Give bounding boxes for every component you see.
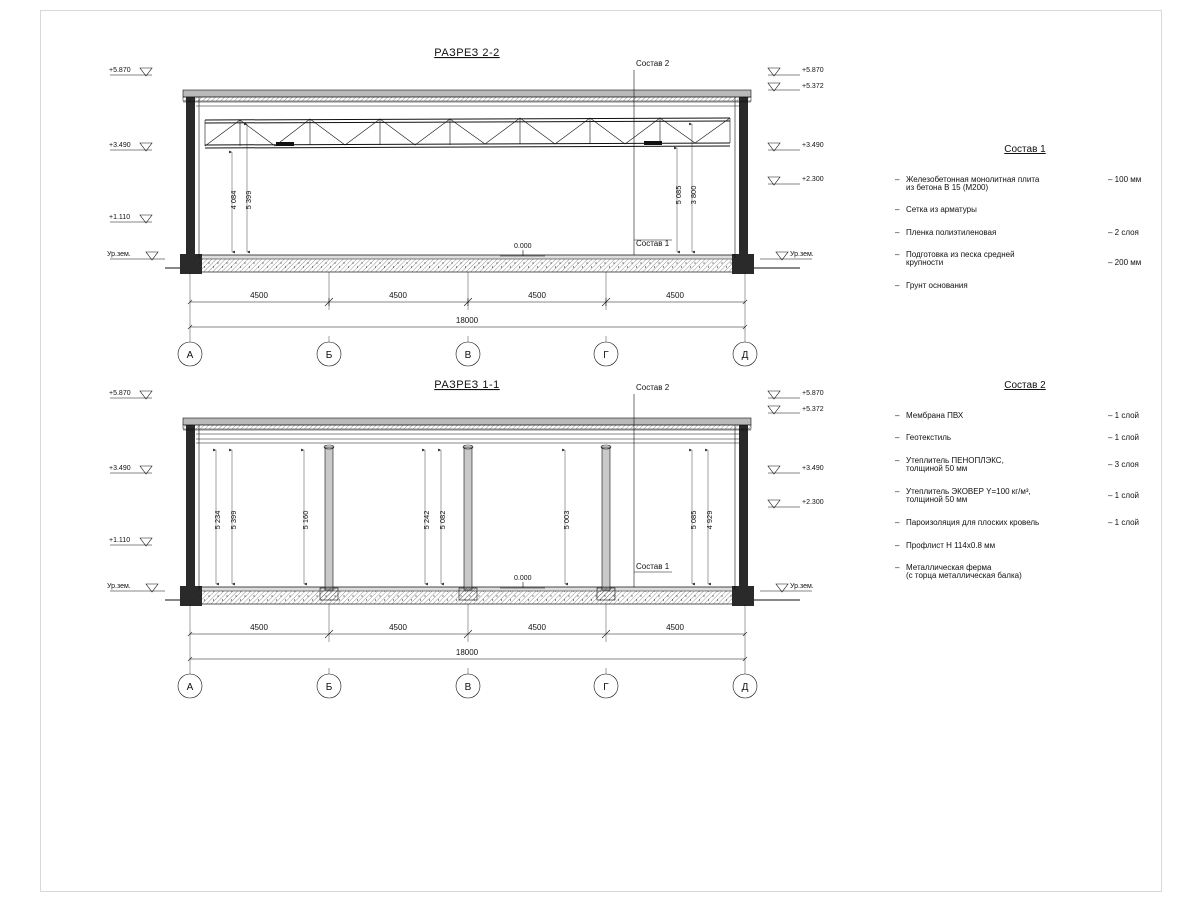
- spec-row-value: – 1 слой: [1108, 518, 1140, 527]
- section-title: РАЗРЕЗ 1-1: [434, 379, 500, 391]
- spec-bullet: –: [895, 281, 900, 290]
- level-value: +5.372: [802, 406, 824, 413]
- spec-row-text-2: крупности: [906, 258, 944, 267]
- dimension-chain-2-2: [190, 272, 745, 336]
- spec-row-text-2: (с торца металлическая балка): [906, 571, 1022, 580]
- vdim-value: 4 084: [229, 190, 238, 210]
- spec-row-text-2: толщиной 50 мм: [906, 495, 968, 504]
- spec-bullet: –: [895, 456, 900, 465]
- vdim-value: 5 082: [438, 510, 447, 530]
- axis-label: А: [186, 682, 194, 693]
- axis-label: Г: [603, 682, 609, 693]
- axis-bubbles-1-1: [178, 668, 757, 698]
- spec-row-value: – 1 слой: [1108, 411, 1140, 420]
- vdim-value: 3 800: [689, 185, 698, 205]
- spec-row-text-2: из бетона В 15 (М200): [906, 183, 989, 192]
- level-value: Ур.зем.: [107, 251, 131, 258]
- spec-bullet: –: [895, 487, 900, 496]
- total-dim: 18000: [455, 316, 479, 325]
- level-value: +2.300: [802, 499, 824, 506]
- level-value: Ур.зем.: [790, 251, 814, 258]
- bay-dim: 4500: [528, 291, 546, 300]
- level-value: Ур.зем.: [790, 583, 814, 590]
- vdim-value: 5 242: [422, 510, 431, 530]
- axis-label: Д: [741, 350, 749, 361]
- spec-title: Состав 2: [1004, 380, 1046, 391]
- spec-bullet: –: [895, 205, 900, 214]
- axis-label: Б: [325, 350, 333, 361]
- vdim-value: 5 399: [244, 190, 253, 210]
- level-value: +2.300: [802, 176, 824, 183]
- spec-row-value: – 100 мм: [1108, 175, 1142, 184]
- vdim-value: 5 085: [674, 185, 683, 205]
- spec-row-text: Сетка из арматуры: [906, 205, 977, 214]
- bay-dim: 4500: [528, 623, 546, 632]
- spec-row-text: Мембрана ПВХ: [906, 411, 964, 420]
- level-value: +3.490: [802, 142, 824, 149]
- spec-row-value: – 2 слоя: [1108, 228, 1139, 237]
- dimension-chain-1-1: [190, 604, 745, 668]
- zero-mark-label: 0.000: [514, 575, 532, 582]
- bay-dim: 4500: [666, 623, 684, 632]
- bay-dim: 4500: [389, 291, 407, 300]
- levels-right-2-2: [760, 67, 824, 260]
- spec-row-value: – 200 мм: [1108, 258, 1142, 267]
- axis-label: А: [186, 350, 194, 361]
- spec-bullet: –: [895, 563, 900, 572]
- spec-row-text: Подготовка из песка средней: [906, 250, 1015, 259]
- vdim-value: 5 085: [689, 510, 698, 530]
- levels-left-2-2: [107, 67, 165, 260]
- spec-row-text-2: толщиной 50 мм: [906, 464, 968, 473]
- level-value: +3.490: [109, 142, 131, 149]
- spec-sostav-1: [895, 144, 1141, 290]
- vdim-value: 4 929: [705, 510, 714, 530]
- zero-level-mark-1-1: [500, 575, 545, 588]
- level-value: +5.372: [802, 83, 824, 90]
- axis-label: Б: [325, 682, 333, 693]
- section-title: РАЗРЕЗ 2-2: [434, 47, 500, 59]
- spec-bullet: –: [895, 433, 900, 442]
- vdim-value: 5 399: [229, 510, 238, 530]
- spec-bullet: –: [895, 250, 900, 259]
- spec-row-text: Пленка полиэтиленовая: [906, 228, 997, 237]
- level-value: +3.490: [109, 465, 131, 472]
- callout-label: Состав 1: [636, 239, 670, 248]
- spec-bullet: –: [895, 518, 900, 527]
- level-value: +1.110: [109, 214, 131, 221]
- spec-row-value: – 1 слой: [1108, 433, 1140, 442]
- callout-label: Состав 2: [636, 383, 670, 392]
- level-value: +5.870: [109, 67, 131, 74]
- vdim-value: 5 003: [562, 510, 571, 530]
- spec-sostav-2: [895, 380, 1139, 580]
- callouts-2-2: [634, 59, 672, 255]
- level-value: +5.870: [802, 390, 824, 397]
- axis-label: Д: [741, 682, 749, 693]
- callouts-1-1: [634, 383, 672, 587]
- spec-row-text: Пароизоляция для плоских кровель: [906, 518, 1040, 527]
- level-value: Ур.зем.: [107, 583, 131, 590]
- level-value: +5.870: [109, 390, 131, 397]
- bay-dim: 4500: [250, 291, 268, 300]
- bay-dim: 4500: [389, 623, 407, 632]
- axis-label: В: [464, 350, 472, 361]
- spec-row-text: Утеплитель ЭКОВЕР Y=100 кг/м³,: [906, 487, 1031, 496]
- zero-mark-label: 0.000: [514, 243, 532, 250]
- axis-label: В: [464, 682, 472, 693]
- callout-label: Состав 1: [636, 562, 670, 571]
- level-value: +3.490: [802, 465, 824, 472]
- spec-row-text: Металлическая ферма: [906, 563, 992, 572]
- callout-label: Состав 2: [636, 59, 670, 68]
- spec-row-value: – 1 слой: [1108, 491, 1140, 500]
- spec-bullet: –: [895, 411, 900, 420]
- bay-dim: 4500: [250, 623, 268, 632]
- spec-bullet: –: [895, 228, 900, 237]
- level-value: +5.870: [802, 67, 824, 74]
- levels-right-1-1: [760, 390, 824, 592]
- spec-row-text: Профлист Н 114х0.8 мм: [906, 541, 996, 550]
- spec-bullet: –: [895, 175, 900, 184]
- spec-row-text: Железобетонная монолитная плита: [906, 175, 1040, 184]
- axis-bubbles-2-2: [178, 336, 757, 366]
- zero-level-mark-2-2: [500, 243, 545, 256]
- spec-row-text: Грунт основания: [906, 281, 968, 290]
- bay-dim: 4500: [666, 291, 684, 300]
- axis-label: Г: [603, 350, 609, 361]
- section-2-2-group: [107, 47, 824, 366]
- vdim-value: 5 234: [213, 510, 222, 530]
- spec-row-text: Геотекстиль: [906, 433, 952, 442]
- spec-row-text: Утеплитель ПЕНОПЛЭКС,: [906, 456, 1004, 465]
- level-value: +1.110: [109, 537, 131, 544]
- total-dim: 18000: [455, 648, 479, 657]
- spec-title: Состав 1: [1004, 144, 1046, 155]
- vdim-value: 5 160: [301, 510, 310, 530]
- spec-bullet: –: [895, 541, 900, 550]
- levels-left-1-1: [107, 390, 165, 592]
- spec-row-value: – 3 слоя: [1108, 460, 1139, 469]
- section-1-1-group: [107, 379, 824, 698]
